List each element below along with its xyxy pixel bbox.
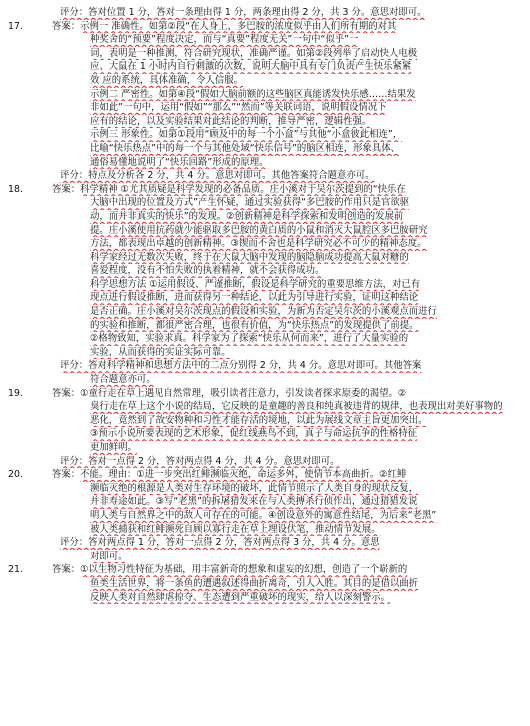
- q17-line: [8, 60, 520, 74]
- q17-line-7: 非如此”一句中，运用“假如”“那么”“然而”等关联词语，说明假设情况下: [90, 102, 387, 114]
- q17-line-8: 应有的结论，以及实验结果对此结论的判断，推导严密，逻辑性强。: [90, 115, 372, 127]
- q20-line-1: 不能。理由：①进一步突出红鲱濒临灭绝，命运多舛，使情节本高曲折。②红鲱: [80, 469, 407, 481]
- q17-line-10: 比喻“快乐热点”中的每一个与其他处域“快乐信号”的脑区相连，形象具体、: [90, 142, 401, 154]
- q17-first-line: [8, 20, 520, 34]
- q19-answer-label: 答案：: [52, 387, 81, 399]
- q17-line-3: 词，表明是一种推测，符合研究现状，准确严谨。如第②段列举了启动快人电极: [90, 47, 418, 59]
- q17-answer-label: 答案：: [52, 20, 81, 32]
- q17-line-5: 效 应的系统，具体准确，令人信服。: [90, 74, 243, 86]
- q21-line-2: 鱼类生活世界，将一条鱼的遭遇叙述得曲折离奇，引人入胜。其目的是借以曲折: [90, 577, 419, 589]
- q17-line-2: 种奖舍的“预要”程度决定，而与“真要”程度无关”一句中“似乎”一: [90, 34, 359, 46]
- q18-number: 18.: [8, 183, 23, 195]
- q19-line-1: ①童行走在草上遇见自然常理，吸引读者注意力，引发读者探求原委的渴望。②: [80, 387, 407, 399]
- q17-line: [8, 88, 520, 102]
- q19-line-5: 更加鲜明。: [90, 442, 137, 453]
- q17-line: [8, 128, 520, 142]
- q17-line: [8, 74, 520, 88]
- q18-line-1: 科学精神 ①尤其质疑是科学发现的必备品质。庄小溪对于吴尔茨提到的“快乐在: [80, 183, 406, 195]
- q19-line-4: ③预示小说所要表现的艺术形象，促红线燕鸟不到，真子与命运抗争的性格特征: [90, 428, 418, 440]
- q18-scoring-text: 评分：答对科学精神和思想方法中的二点分别得 2 分，共 4 分。意思对即可。其他答案: [60, 360, 422, 372]
- q20-scoring-text: 评分：答对两点得 1 分，答对一点得 2 分，答对两点得 3 分，共 4 分。意思: [60, 537, 380, 549]
- q18-line-10: 是否正确。庄小溪对吴尔茨现点的假设和实验，为新为否定吴尔茨的小溪观点而进行: [90, 306, 437, 318]
- q18-line-3: 动，而并非真实的快乐”的发现。②创新精神是科学探索和发明创造的发展前: [90, 210, 404, 222]
- q17-line-1: 示例一 准确性。如第②段“在人身上，多巴胺的浓度似乎由人们所有期的对其: [80, 20, 397, 32]
- q18-line-5: 方法，都表现出卓越的创新精神。③锲而不舍也是科学研究必不可少的精神态度。: [90, 238, 427, 250]
- q20-line-3: 并非寿途如此。③写“老黑”的拆屠猎发来在与人类搏杀行侦作出，通过猎猎发说: [90, 496, 418, 508]
- q17-line-4: 应、大鼠在 1 小时内自行刺激的次数，说明大脑中具有专门负责产生快乐紧紧: [90, 61, 412, 73]
- q21-line-1: ①以生物习性特征为基础，用丰富新奇的想象和虚妄的幻想，创造了一个崭新的: [80, 564, 408, 576]
- question-18-block: [8, 183, 520, 387]
- q18-line-11: 的实验和推断，都很严密合理，也很有价值，为“快乐热点”的发现提供了前提。: [90, 319, 419, 331]
- question-21-block: [8, 563, 520, 604]
- q19-line-2: 臭行走在草上这个小说的结局，它反映的是童趣的善良和纯真被违背的规律，也表现出对美好事物的: [90, 401, 503, 413]
- q20-answer-label: 答案：: [52, 469, 81, 481]
- q18-first-line: [8, 183, 520, 197]
- q19-scoring-text: 评分：答对一点得 2 分，答对两点得 4 分，共 4 分。意思对即可。: [60, 455, 340, 467]
- q17-scoring-text: 评分：特点及分析各 2 分，共 4 分。意思对即可。其他答案符合题意亦可。: [60, 170, 375, 182]
- q18-line-4: 提。庄小溪使用抗药就少能驱取多巴胺的黄白质的小鼠和消灭大鼠腔区多巴胺研究: [90, 224, 428, 236]
- q21-line-3: 反映人类对自然肆虐掠夺、生态遭到严重破坏的现实，给人以深刻警示。: [90, 591, 391, 603]
- q20-first-line: [8, 468, 520, 482]
- q21-answer-label: 答案：: [52, 564, 81, 576]
- q18-answer-label: 答案：: [52, 183, 81, 195]
- q17-line-9: 示例三 形象性。如第①段用“顾及中的每一个小盒”与其他“小盒彼此相连”，: [90, 129, 403, 141]
- q21-first-line: [8, 563, 520, 577]
- scoring-note-text: 评分：答对位置 1 分，答对一条理由得 1 分，两条理由得 2 分，共 3 分。意思对即可。: [60, 7, 427, 18]
- q20-line-5: 被人类捕获和红鲱濒死自顾以寡行走在草上埋设伏笔，推动情节发展。: [90, 523, 381, 535]
- q18-line-6: 科学家经过无数次失败，终于在大鼠大脑中发现的脑隐脑成功提高大鼠对糖的: [90, 251, 409, 263]
- q18-line-12: ②格物致知，实验求真。科学家为了探索“快乐从何而来”，进行了大量实验的: [90, 333, 409, 345]
- q17-line: [8, 47, 520, 61]
- q17-line-6: 示例二 严密性。如第④段“假如大脑前额的这些脑区真能诱发快乐感……结果发: [90, 88, 416, 100]
- question-20-block: [8, 468, 520, 563]
- q21-number: 21.: [8, 564, 23, 576]
- prev-scoring-note: [8, 6, 520, 20]
- q17-line: [8, 142, 520, 156]
- q18-line-7: 喜爱程度，没有不怕失败的执着精神，就不会获得成功。: [90, 265, 325, 277]
- q18-line-9: 现点进行假设推断，进而获得另一种结论，以此为引导进行实验，证明这种结论: [90, 292, 419, 304]
- q17-number: 17.: [8, 20, 23, 32]
- q18-line-8: 科学思想方法 ①运用假设、严谨推断，假设是科学研究的重要思维方法，对已有: [90, 278, 421, 290]
- q18-line-2: 大脑中出现的位置及方式”产生怀疑，通过实验获得“多巴胺的作用只是官欲驱: [90, 197, 410, 209]
- q17-line: [8, 156, 520, 170]
- q17-line: [8, 101, 520, 115]
- q17-scoring: [8, 169, 520, 183]
- q20-line-4: 明人类与自然界之中的敌人可存在的可能。④创设意外的寓意性结尾，为后来“老黑”: [90, 509, 437, 521]
- q19-line-3: 恶化，竟然到了故安物种和习性才能存活的境地，以此为展线文章主旨更加突出。: [90, 414, 428, 426]
- q17-line: [8, 115, 520, 129]
- q17-line: [8, 33, 520, 47]
- q19-number: 19.: [8, 387, 23, 399]
- q19-first-line: [8, 387, 520, 401]
- q17-line-11: 通俗易懂地说明了“快乐回路”形成的原理。: [90, 156, 269, 168]
- question-19-block: [8, 387, 520, 469]
- q18-line-13: 实验，从而获得的实证实际可靠。: [90, 346, 231, 358]
- question-17-block: [8, 20, 520, 183]
- q20-line-2: 濒临灭绝的根源是人类对生存环境的破坏，此情节照示了人类自身的现状反复，: [90, 482, 419, 494]
- q20-scoring-cont: 对即可。: [90, 550, 128, 562]
- q18-scoring-cont: 符合题意亦可。: [90, 374, 156, 386]
- q20-number: 20.: [8, 469, 23, 481]
